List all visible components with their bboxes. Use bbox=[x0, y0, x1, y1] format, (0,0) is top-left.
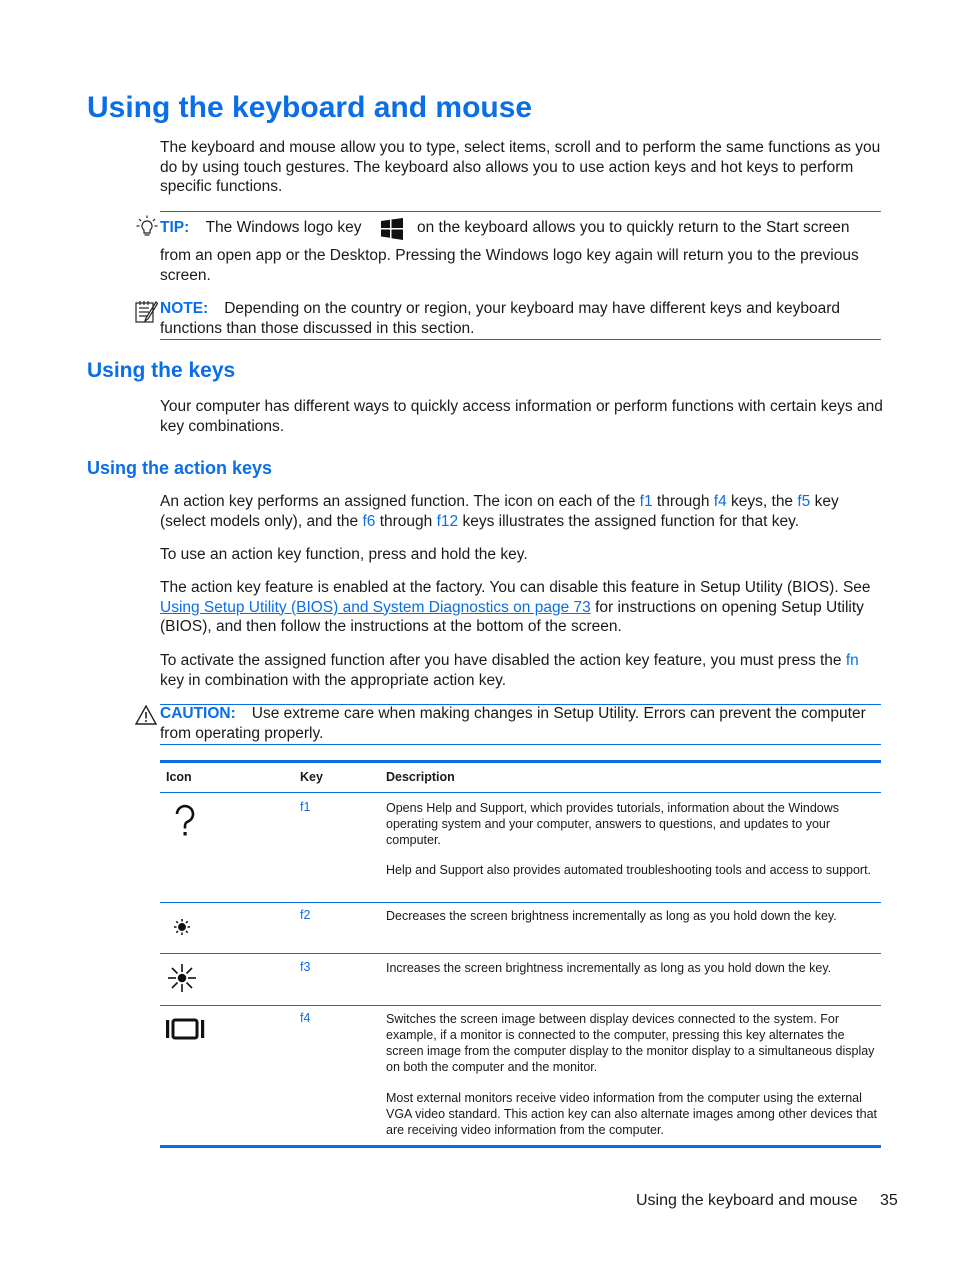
switch-display-icon bbox=[166, 1018, 206, 1040]
warning-triangle-icon bbox=[135, 705, 157, 725]
subsection-title: Using the action keys bbox=[87, 458, 273, 478]
p4-text-a: To activate the assigned function after you have disabled the action key feature, you must press the bbox=[160, 652, 846, 669]
note-label: NOTE: bbox=[160, 300, 209, 317]
table-header-icon: Icon bbox=[166, 770, 192, 784]
note-bottom-rule bbox=[160, 339, 881, 340]
p1-text-a: An action key performs an assigned function. The icon on each of the bbox=[160, 493, 640, 510]
key-f5-ref: f5 bbox=[797, 493, 811, 510]
caution-text: Use extreme care when making changes in Setup Utility. Errors can prevent the computer from operating properly. bbox=[160, 705, 866, 742]
key-f4-ref: f4 bbox=[713, 493, 727, 510]
page-number: 35 bbox=[880, 1192, 898, 1209]
table-row-description-extra: Help and Support also provides automated troubleshooting tools and access to support. bbox=[386, 863, 872, 877]
table-row-key: f1 bbox=[300, 800, 311, 814]
brightness-up-icon bbox=[167, 963, 197, 993]
tip-text-after: on the keyboard allows you to quickly return to the Start screen bbox=[417, 219, 850, 236]
p1-text-e: through bbox=[375, 512, 437, 530]
key-fn-ref: fn bbox=[845, 652, 859, 669]
section-paragraph: Your computer has different ways to quickly access information or perform functions with certain keys and key combinations. bbox=[160, 398, 883, 435]
p4-text-b: key in combination with the appropriate action key. bbox=[160, 671, 507, 689]
factory-paragraph bbox=[160, 578, 885, 637]
table-header-key: Key bbox=[300, 770, 323, 784]
caution-label: CAUTION: bbox=[160, 705, 236, 722]
section-title: Using the keys bbox=[87, 359, 236, 382]
table-top-rule bbox=[160, 760, 881, 763]
tip-text-continued: from an open app or the Desktop. Pressing the Windows logo key again will return you to the previous screen. bbox=[160, 247, 859, 284]
table-row-description: Increases the screen brightness incrementally as long as you hold down the key. bbox=[386, 961, 832, 975]
table-row-key: f2 bbox=[300, 908, 311, 922]
brightness-down-icon bbox=[173, 918, 191, 936]
table-row-description: Switches the screen image between display devices connected to the system. For example, if a monitor is connected to the computer, pressing this key alternates the screen image from the computer display to the monitor display to a simultaneous display on both the computer and the monitor. bbox=[386, 1012, 875, 1074]
table-row-rule bbox=[160, 1005, 881, 1006]
note-paragraph bbox=[160, 299, 885, 338]
table-row-description: Decreases the screen brightness incrementally as long as you hold down the key. bbox=[386, 909, 837, 923]
table-header-rule bbox=[160, 792, 881, 793]
table-header-description: Description bbox=[386, 770, 455, 784]
p3-text-b: for instructions on opening Setup Utility (BIOS), and then follow the instructions at the bottom of the screen. bbox=[160, 598, 864, 635]
intro-paragraph: The keyboard and mouse allow you to type, select items, scroll and to perform the same functions as you do by using touch gestures. The keyboard also allows you to use action keys and hot keys to perform specific functions. bbox=[160, 139, 881, 195]
action-key-paragraph bbox=[160, 492, 885, 531]
table-row-description-extra: Most external monitors receive video information from the computer using the external VGA video standard. This action key can also alternate images among other devices that are receiving video information from the computer. bbox=[386, 1091, 878, 1137]
key-f12-ref: f12 bbox=[436, 512, 459, 530]
page-title: Using the keyboard and mouse bbox=[87, 91, 533, 124]
table-row-key: f4 bbox=[300, 1011, 311, 1025]
table-bottom-rule bbox=[160, 1145, 881, 1148]
fn-paragraph bbox=[160, 651, 885, 690]
table-row-description: Opens Help and Support, which provides tutorials, information about the Windows operating system and your computer, answers to questions, and updates to your computer. bbox=[386, 801, 840, 847]
note-text: Depending on the country or region, your keyboard may have different keys and keyboard functions than those discussed in this section. bbox=[160, 300, 841, 337]
p3-text-a: The action key feature is enabled at the factory. You can disable this feature in Setup Utility (BIOS). See bbox=[160, 579, 871, 596]
tip-text-before: The Windows logo key bbox=[205, 219, 362, 236]
key-f6-ref: f6 bbox=[362, 512, 376, 530]
p1-text-c: keys, the bbox=[726, 493, 798, 510]
help-question-icon bbox=[173, 804, 197, 838]
tip-top-rule bbox=[160, 211, 881, 212]
table-row-rule bbox=[160, 902, 881, 903]
caution-paragraph bbox=[160, 704, 885, 743]
table-row-rule bbox=[160, 953, 881, 954]
key-f1-ref: f1 bbox=[639, 493, 653, 510]
p1-text-b: through bbox=[652, 493, 714, 510]
setup-utility-link[interactable]: Using Setup Utility (BIOS) and System Diagnostics on page 73 bbox=[160, 598, 591, 616]
p1-text-f: keys illustrates the assigned function for that key. bbox=[458, 512, 800, 530]
p1-text-d: key (select models only), and the bbox=[160, 493, 839, 530]
note-pad-icon bbox=[134, 300, 158, 324]
footer-section-title: Using the keyboard and mouse bbox=[636, 1192, 858, 1209]
windows-logo-icon bbox=[381, 218, 403, 240]
press-hold-paragraph: To use an action key function, press and hold the key. bbox=[160, 546, 528, 563]
caution-bottom-rule bbox=[160, 744, 881, 745]
table-row-key: f3 bbox=[300, 960, 311, 974]
tip-label: TIP: bbox=[160, 219, 190, 236]
lightbulb-icon bbox=[136, 215, 158, 239]
